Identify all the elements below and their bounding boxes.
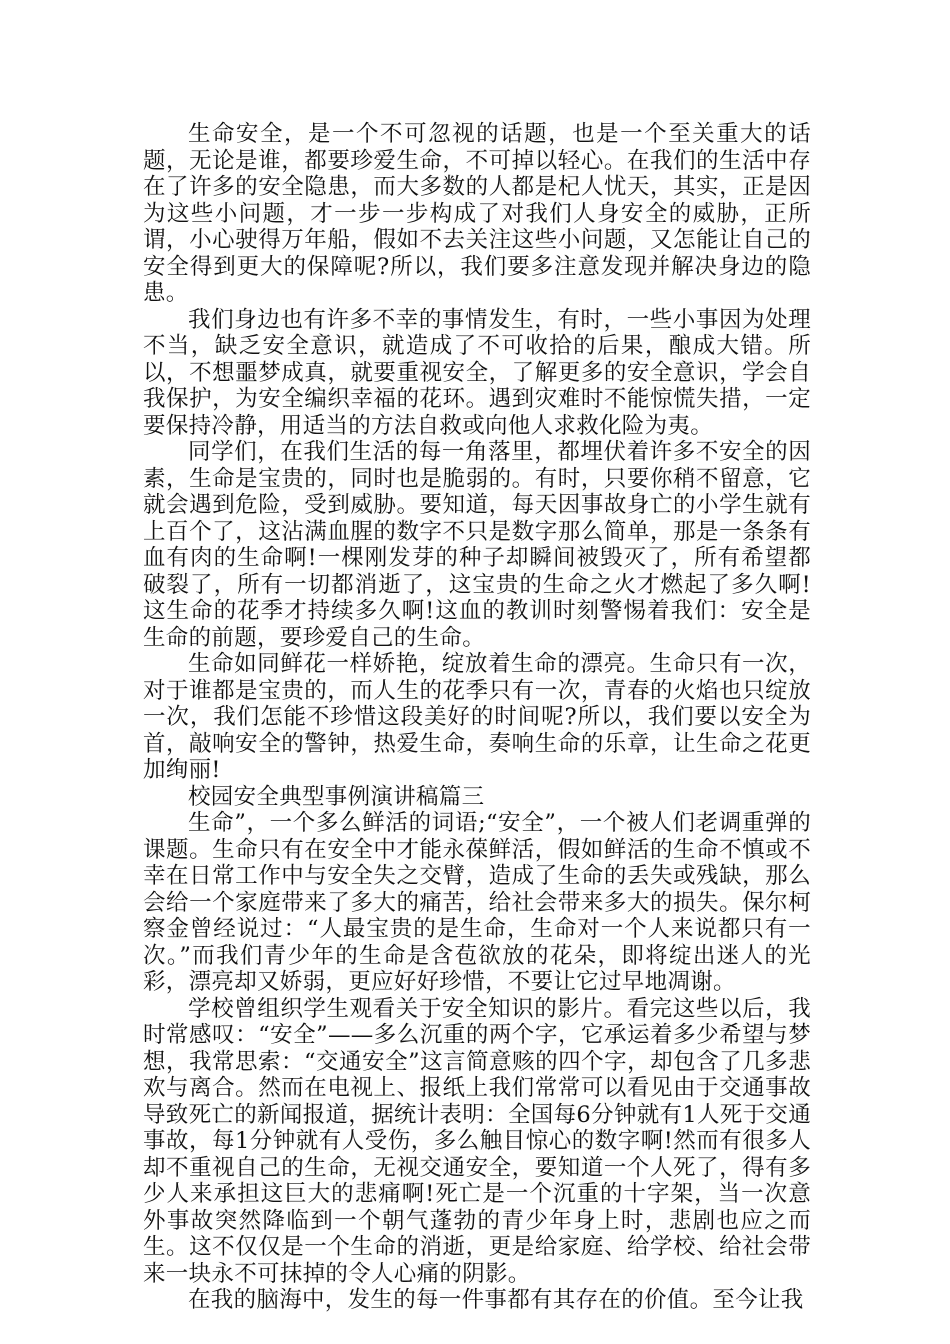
paragraph-3: 同学们，在我们生活的每一角落里，都埋伏着许多不安全的因素，生命是宝贵的，同时也是脆弱的。有时，只要你稍不留意，它就会遇到危险，受到威胁。要知道，每天因事故身亡的小学生就有上百个了，这沾满血腥的数字不只是数字那么简单，那是一条条有血有肉的生命啊!一棵刚发芽的种子却瞬间被毁灭了，所有希望都破裂了，所有一切都消逝了，这宝贵的生命之火才燃起了多久啊!这生命的花季才持续多久啊!这血的教训时刻警惕着我们：安全是生命的前题，要珍爱自己的生命。	[143, 439, 811, 651]
paragraph-6: 学校曾组织学生观看关于安全知识的影片。看完这些以后，我时常感叹：“安全”——多么沉重的两个字，它承运着多少希望与梦想，我常思索：“交通安全”这言简意赅的四个字，却包含了几多悲欢与离合。然而在电视上、报纸上我们常常可以看见由于交通事故导致死亡的新闻报道，据统计表明：全国每6分钟就有1人死于交通事故，每1分钟就有人受伤，多么触目惊心的数字啊!然而有很多人却不重视自己的生命，无视交通安全，要知道一个人死了，得有多少人来承担这巨大的悲痛啊!死亡是一个沉重的十字架，当一次意外事故突然降临到一个朝气蓬勃的青少年身上时，悲剧也应之而生。这不仅仅是一个生命的消逝，更是给家庭、给学校、给社会带来一块永不可抹掉的令人心痛的阴影。	[143, 995, 811, 1287]
paragraph-4: 生命如同鲜花一样娇艳，绽放着生命的漂亮。生命只有一次，对于谁都是宝贵的，而人生的花季只有一次，青春的火焰也只绽放一次，我们怎能不珍惜这段美好的时间呢?所以，我们要以安全为首，敲响安全的警钟，热爱生命，奏响生命的乐章，让生命之花更加绚丽!	[143, 651, 811, 783]
document-page	[143, 121, 811, 1314]
section-title: 校园安全典型事例演讲稿篇三	[188, 783, 485, 810]
paragraph-5: 生命”，一个多么鲜活的词语;“安全”，一个被人们老调重弹的课题。生命只有在安全中才能永葆鲜活，假如鲜活的生命不慎或不幸在日常工作中与安全失之交臂，造成了生命的丢失或残缺，那么会给一个家庭带来了多大的痛苦，给社会带来多大的损失。保尔柯察金曾经说过：“人最宝贵的是生命，生命对一个人来说都只有一次。”而我们青少年的生命是含苞欲放的花朵，即将绽出迷人的光彩，漂亮却又娇弱，更应好好珍惜，不要让它过早地凋谢。	[143, 810, 811, 995]
paragraph-1: 生命安全，是一个不可忽视的话题，也是一个至关重大的话题，无论是谁，都要珍爱生命，不可掉以轻心。在我们的生活中存在了许多的安全隐患，而大多数的人都是杞人忧天，其实，正是因为这些小问题，才一步一步构成了对我们人身安全的威胁，正所谓，小心驶得万年船，假如不去关注这些小问题，又怎能让自己的安全得到更大的保障呢?所以，我们要多注意发现并解决身边的隐患。	[143, 121, 811, 306]
paragraph-2: 我们身边也有许多不幸的事情发生，有时，一些小事因为处理不当，缺乏安全意识，就造成了不可收拾的后果，酿成大错。所以，不想噩梦成真，就要重视安全，了解更多的安全意识，学会自我保护，为安全编织幸福的花环。遇到灾难时不能惊慌失措，一定要保持冷静，用适当的方法自救或向他人求救化险为夷。	[143, 306, 811, 439]
paragraph-7: 在我的脑海中，发生的每一件事都有其存在的价值。至今让我	[188, 1287, 804, 1313]
